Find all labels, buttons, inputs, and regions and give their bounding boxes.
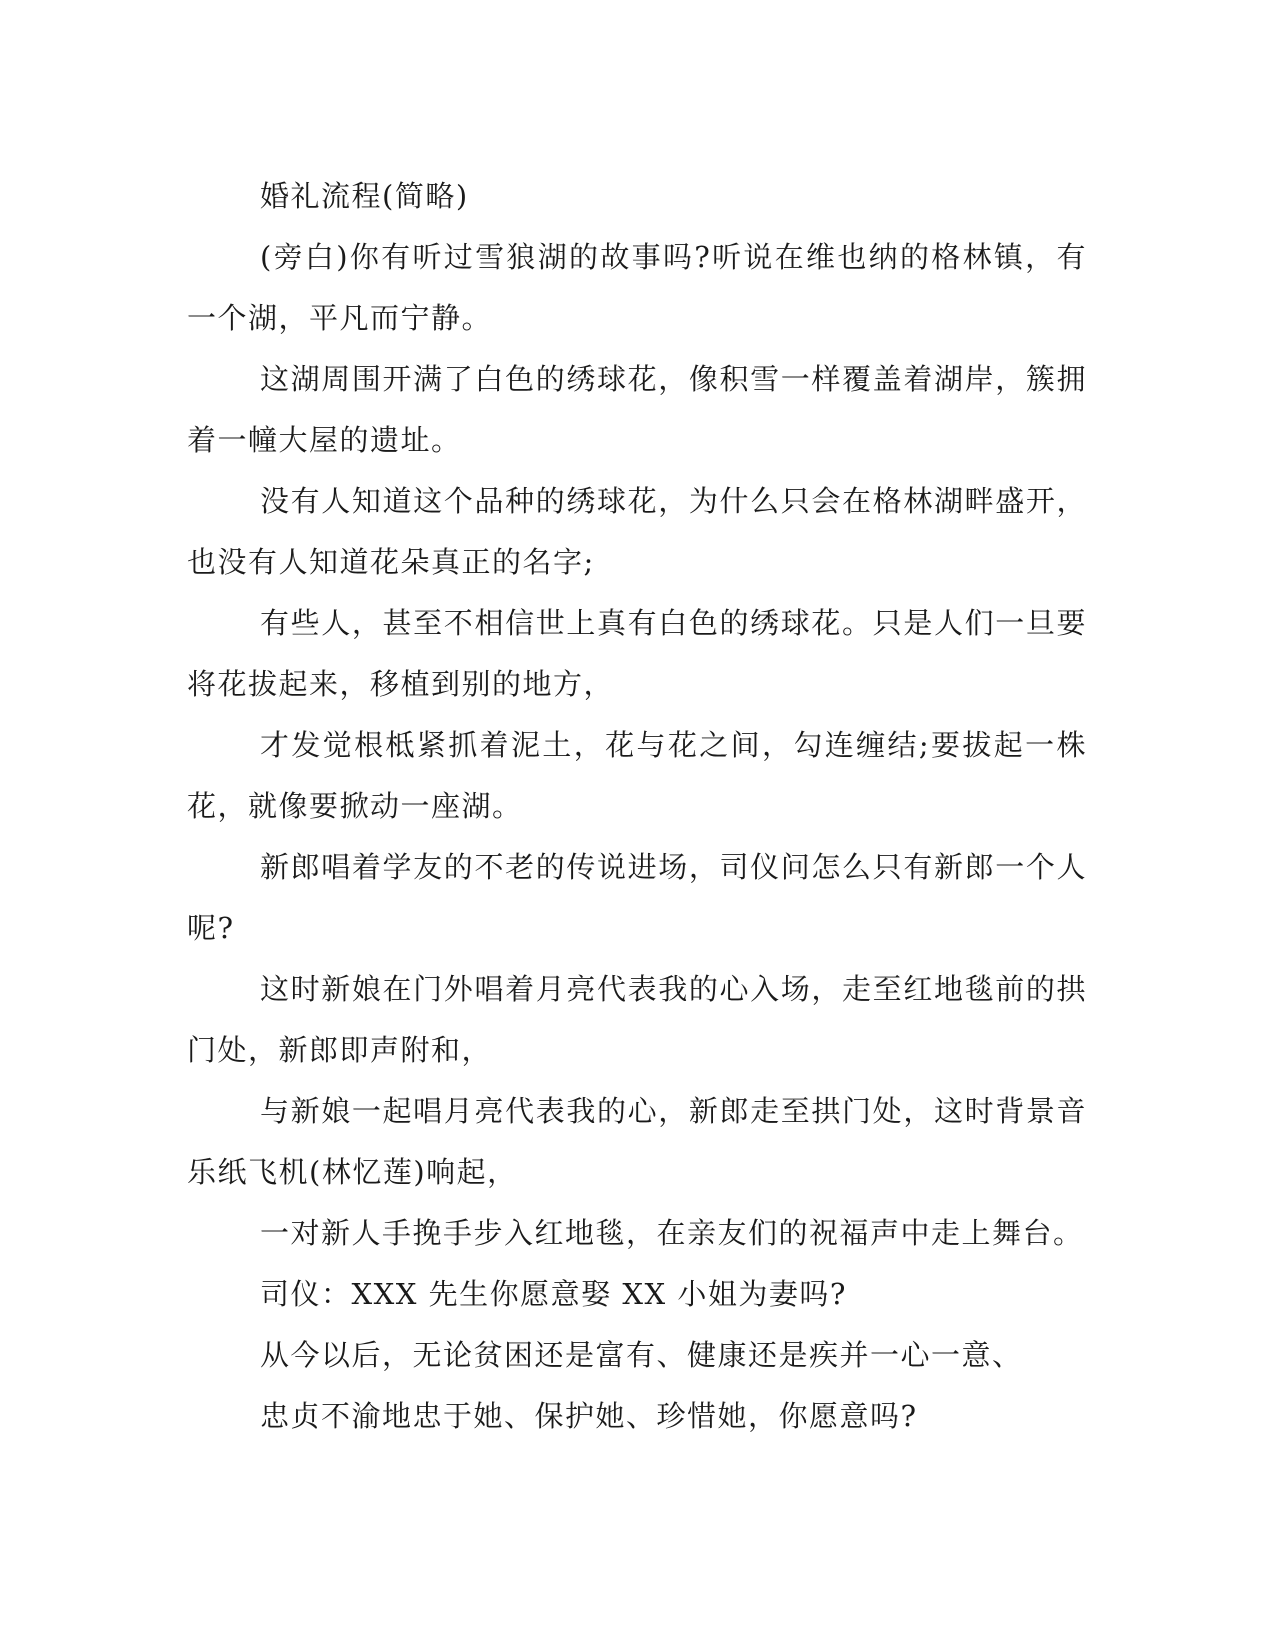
- paragraph: 新郎唱着学友的不老的传说进场，司仪问怎么只有新郎一个人呢?: [187, 850, 1087, 945]
- paragraph: 这湖周围开满了白色的绣球花，像积雪一样覆盖着湖岸，簇拥着一幢大屋的遗址。: [187, 362, 1087, 457]
- document-title: 婚礼流程(简略): [260, 179, 469, 213]
- paragraph-vow: 忠贞不渝地忠于她、保护她、珍惜她，你愿意吗?: [260, 1399, 918, 1433]
- paragraph-vow: 从今以后，无论贫困还是富有、健康还是疾并一心一意、: [260, 1338, 1023, 1372]
- paragraph: 与新娘一起唱月亮代表我的心，新郎走至拱门处，这时背景音乐纸飞机(林忆莲)响起，: [187, 1094, 1087, 1189]
- paragraph: 才发觉根柢紧抓着泥土，花与花之间，勾连缠结;要拔起一株花，就像要掀动一座湖。: [187, 728, 1087, 823]
- document-body: [187, 166, 1087, 1447]
- paragraph: 有些人，甚至不相信世上真有白色的绣球花。只是人们一旦要将花拔起来，移植到别的地方，: [187, 606, 1087, 701]
- paragraph: 没有人知道这个品种的绣球花，为什么只会在格林湖畔盛开，也没有人知道花朵真正的名字;: [187, 484, 1087, 579]
- paragraph: 一对新人手挽手步入红地毯，在亲友们的祝福声中走上舞台。: [260, 1216, 1084, 1250]
- paragraph-narration: (旁白)你有听过雪狼湖的故事吗?听说在维也纳的格林镇，有一个湖，平凡而宁静。: [187, 240, 1087, 335]
- paragraph-officiant: 司仪：XXX 先生你愿意娶 XX 小姐为妻吗?: [260, 1277, 847, 1311]
- paragraph: 这时新娘在门外唱着月亮代表我的心入场，走至红地毯前的拱门处，新郎即声附和，: [187, 972, 1087, 1067]
